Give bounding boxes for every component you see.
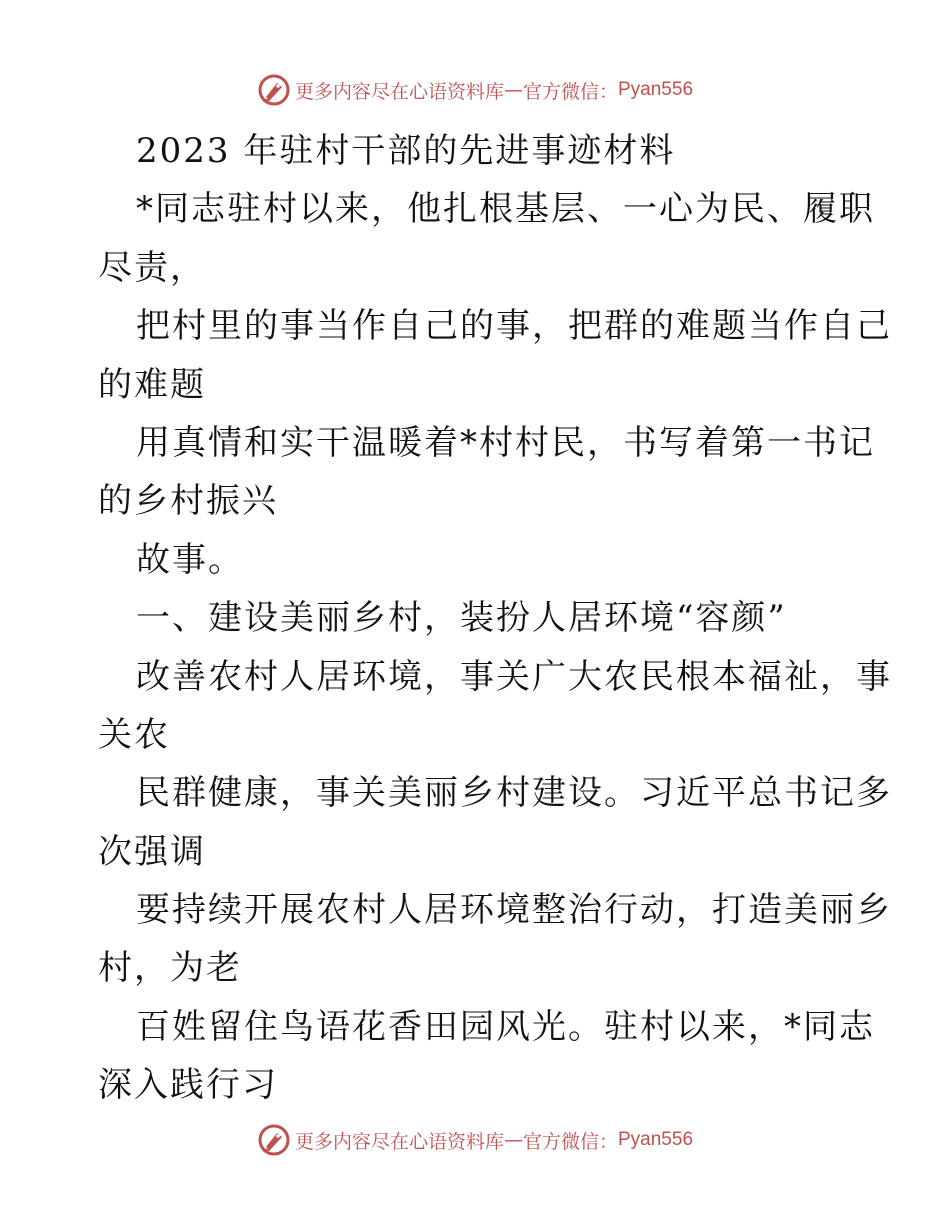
watermark-separator: —: [503, 79, 523, 101]
document-body: [98, 122, 892, 1115]
section-heading: 一、建设美丽乡村，装扮人居环境“容颜”: [136, 598, 787, 639]
watermark-separator: —: [503, 1129, 523, 1151]
paragraph-line: 村，为老: [98, 948, 242, 989]
watermark-wechat-label: 官方微信：: [522, 80, 618, 103]
paragraph-line: 民群健康，事关美丽乡村建设。习近平总书记多: [136, 773, 892, 814]
paragraph-line: 次强调: [98, 831, 206, 872]
paragraph-line: 用真情和实干温暖着*村村民，书写着第一书记: [136, 422, 875, 463]
watermark-header: [0, 70, 950, 110]
watermark-brand: 更多内容尽在心语资料库: [294, 1130, 504, 1153]
paragraph-line: *同志驻村以来，他扎根基层、一心为民、履职: [136, 189, 875, 230]
paragraph-line: 关农: [98, 714, 170, 755]
watermark-wechat-id: Pyan556: [618, 1129, 694, 1150]
paragraph-line: 把村里的事当作自己的事，把群的难题当作自己: [136, 306, 892, 347]
paragraph-line: 百姓留住鸟语花香田园风光。驻村以来，*同志: [136, 1006, 875, 1047]
document-title: 2023 年驻村干部的先进事迹材料: [136, 131, 676, 171]
paragraph-line: 尽责，: [98, 247, 206, 288]
paragraph-line: 故事。: [136, 539, 244, 580]
watermark-brand: 更多内容尽在心语资料库: [294, 80, 504, 103]
watermark-wechat-label: 官方微信：: [522, 1130, 618, 1153]
paragraph-line: 改善农村人居环境，事关广大农民根本福祉，事: [136, 656, 892, 697]
pen-nib-logo-icon: [257, 1123, 291, 1157]
watermark-wechat-id: Pyan556: [618, 79, 694, 100]
paragraph-line: 的难题: [98, 364, 206, 405]
paragraph-line: 深入践行习: [98, 1065, 278, 1106]
watermark-footer: [0, 1120, 950, 1160]
paragraph-line: 的乡村振兴: [98, 481, 278, 522]
paragraph-line: 要持续开展农村人居环境整治行动，打造美丽乡: [136, 890, 892, 931]
pen-nib-logo-icon: [257, 73, 291, 107]
